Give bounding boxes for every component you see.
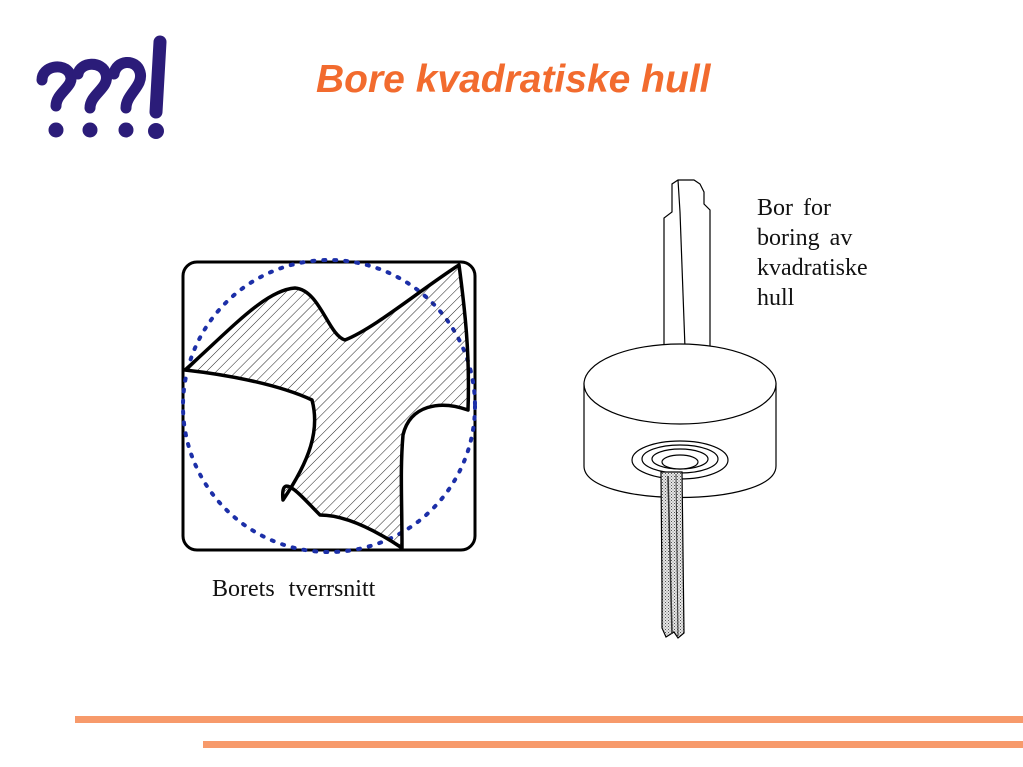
drill-caption-line: hull — [757, 285, 795, 311]
drill-flute — [661, 472, 684, 638]
footer-rule-top — [75, 716, 1023, 723]
drill-shank — [664, 180, 710, 348]
drill-caption-line: kvadratiske — [757, 255, 868, 281]
drill-caption-line: boring av — [757, 225, 853, 251]
cross-section-diagram — [183, 260, 475, 552]
drill-caption — [757, 193, 937, 313]
question-exclamation-logo-icon — [34, 34, 174, 146]
cross-section-caption: Borets tverrsnitt — [212, 576, 376, 602]
drill-diagram — [584, 180, 776, 638]
page-title: Bore kvadratiske hull — [316, 58, 711, 101]
drill-caption-line: Bor for — [757, 195, 831, 221]
footer-rule-bottom — [203, 741, 1023, 748]
